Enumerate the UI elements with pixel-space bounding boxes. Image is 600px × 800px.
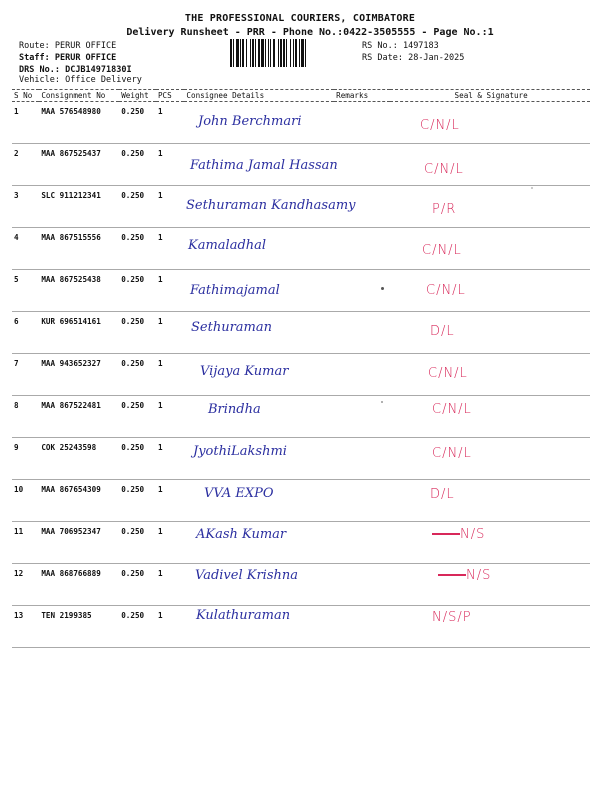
cell-sno: 3 — [12, 186, 39, 228]
scribble-mark — [438, 568, 466, 583]
cell-seal — [390, 606, 590, 648]
drs-value: DCJB14971830I — [65, 65, 132, 75]
col-remarks: Remarks — [334, 90, 390, 102]
cell-weight: 0.250 — [119, 606, 156, 648]
cell-consignment: COK 25243598 — [39, 438, 119, 480]
cell-weight: 0.250 — [119, 228, 156, 270]
staff-line — [19, 53, 116, 63]
consignee-handwriting: Sethuraman — [191, 320, 272, 335]
cell-seal — [390, 480, 590, 522]
cell-sno: 5 — [12, 270, 39, 312]
cell-remarks — [334, 144, 390, 186]
cell-seal — [390, 522, 590, 564]
barcode-image — [230, 39, 352, 67]
cell-sno: 8 — [12, 396, 39, 438]
cell-remarks — [334, 228, 390, 270]
cell-seal — [390, 396, 590, 438]
drs-line — [19, 65, 132, 75]
col-sno: S No — [12, 90, 39, 102]
cell-seal — [390, 144, 590, 186]
cell-pcs: 1 — [156, 480, 184, 522]
cell-weight: 0.250 — [119, 564, 156, 606]
cell-pcs: 1 — [156, 228, 184, 270]
table-row — [12, 438, 590, 480]
seal-handwriting — [438, 568, 491, 583]
seal-handwriting: C/N/L — [426, 283, 466, 298]
cell-weight: 0.250 — [119, 354, 156, 396]
rs-date-label: RS Date: — [362, 53, 403, 63]
cell-weight: 0.250 — [119, 102, 156, 144]
consignee-handwriting: Fathima Jamal Hassan — [190, 158, 338, 173]
cell-consignment: MAA 867654309 — [39, 480, 119, 522]
seal-handwriting: C/N/L — [424, 162, 464, 177]
seal-handwriting: C/N/L — [432, 446, 472, 461]
cell-sno: 7 — [12, 354, 39, 396]
table-row — [12, 606, 590, 648]
table-row — [12, 354, 590, 396]
cell-sno: 10 — [12, 480, 39, 522]
cell-seal — [390, 354, 590, 396]
col-consignment: Consignment No — [39, 90, 119, 102]
cell-pcs: 1 — [156, 396, 184, 438]
cell-pcs: 1 — [156, 522, 184, 564]
staff-value: PERUR OFFICE — [54, 53, 117, 63]
rs-no-label: RS No.: — [362, 41, 398, 51]
consignee-handwriting: Vijaya Kumar — [200, 364, 289, 379]
runsheet-subtitle: Delivery Runsheet - PRR - Phone No.:0422-3505555 - Page No.:1 — [126, 27, 494, 38]
cell-weight: 0.250 — [119, 186, 156, 228]
cell-remarks — [334, 312, 390, 354]
cell-sno: 1 — [12, 102, 39, 144]
cell-seal — [390, 270, 590, 312]
consignee-handwriting: Fathimajamal — [190, 283, 280, 298]
cell-sno: 11 — [12, 522, 39, 564]
seal-handwriting: C/N/L — [428, 366, 468, 381]
route-value: PERUR OFFICE — [54, 41, 117, 51]
cell-sno: 6 — [12, 312, 39, 354]
consignee-handwriting: Vadivel Krishna — [195, 568, 299, 583]
col-consignee: Consignee Details — [184, 90, 334, 102]
consignee-handwriting: AKash Kumar — [196, 527, 287, 542]
col-seal: Seal & Signature — [390, 90, 590, 102]
cell-sno: 13 — [12, 606, 39, 648]
consignee-handwriting: VVA EXPO — [204, 486, 274, 501]
seal-handwriting: N/S/P — [432, 610, 472, 625]
col-pcs: PCS — [156, 90, 184, 102]
cell-remarks — [334, 102, 390, 144]
seal-handwriting: C/N/L — [420, 118, 460, 133]
ink-dot — [381, 401, 383, 403]
cell-seal — [390, 312, 590, 354]
table-row — [12, 228, 590, 270]
ink-dot — [531, 187, 533, 189]
cell-consignment: MAA 867522481 — [39, 396, 119, 438]
cell-weight: 0.250 — [119, 438, 156, 480]
consignee-handwriting: JyothiLakshmi — [193, 444, 287, 459]
scribble-mark — [432, 527, 460, 542]
cell-pcs: 1 — [156, 606, 184, 648]
cell-sno: 4 — [12, 228, 39, 270]
cell-consignment: MAA 576548980 — [39, 102, 119, 144]
drs-label: DRS No.: — [19, 65, 60, 75]
cell-pcs: 1 — [156, 354, 184, 396]
cell-consignment: TEN 2199385 — [39, 606, 119, 648]
consignee-handwriting: Kamaladhal — [188, 238, 267, 253]
cell-consignment: SLC 911212341 — [39, 186, 119, 228]
cell-consignment: KUR 696514161 — [39, 312, 119, 354]
route-label: Route: — [19, 41, 50, 51]
cell-remarks — [334, 354, 390, 396]
seal-handwriting: D/L — [430, 324, 455, 339]
cell-seal — [390, 228, 590, 270]
cell-remarks — [334, 270, 390, 312]
rs-date-value: 28-Jan-2025 — [408, 53, 465, 63]
seal-text: N/S — [460, 527, 486, 542]
consignee-handwriting: Sethuraman Kandhasamy — [186, 198, 356, 213]
cell-weight: 0.250 — [119, 312, 156, 354]
company-title: THE PROFESSIONAL COURIERS, COIMBATORE — [184, 13, 416, 24]
table-row — [12, 312, 590, 354]
table-row — [12, 480, 590, 522]
cell-pcs: 1 — [156, 186, 184, 228]
vehicle-label: Vehicle: — [19, 75, 60, 85]
table-row — [12, 270, 590, 312]
cell-sno: 12 — [12, 564, 39, 606]
seal-text: N/S — [466, 568, 492, 583]
cell-seal — [390, 438, 590, 480]
rs-no-value: 1497183 — [402, 41, 439, 51]
cell-consignment: MAA 868766889 — [39, 564, 119, 606]
cell-seal — [390, 186, 590, 228]
cell-pcs: 1 — [156, 270, 184, 312]
cell-pcs: 1 — [156, 564, 184, 606]
vehicle-line — [19, 75, 142, 85]
cell-pcs: 1 — [156, 144, 184, 186]
seal-handwriting: C/N/L — [432, 402, 472, 417]
cell-remarks — [334, 564, 390, 606]
table-header-row — [12, 90, 590, 102]
cell-pcs: 1 — [156, 438, 184, 480]
cell-consignment: MAA 867525437 — [39, 144, 119, 186]
vehicle-value: Office Delivery — [65, 75, 142, 85]
table-row — [12, 564, 590, 606]
cell-remarks — [334, 438, 390, 480]
cell-sno: 9 — [12, 438, 39, 480]
seal-handwriting: P/R — [432, 202, 457, 217]
seal-handwriting: C/N/L — [422, 243, 462, 258]
cell-weight: 0.250 — [119, 396, 156, 438]
seal-handwriting — [432, 527, 485, 542]
table-row — [12, 396, 590, 438]
cell-sno: 2 — [12, 144, 39, 186]
staff-label: Staff: — [19, 53, 50, 63]
cell-weight: 0.250 — [119, 270, 156, 312]
cell-remarks — [334, 480, 390, 522]
seal-handwriting: D/L — [430, 487, 455, 502]
ink-dot — [381, 287, 384, 290]
cell-weight: 0.250 — [119, 144, 156, 186]
consignee-handwriting: John Berchmari — [198, 114, 302, 129]
route-line — [19, 41, 116, 51]
cell-pcs: 1 — [156, 102, 184, 144]
col-weight: Weight — [119, 90, 156, 102]
cell-consignment: MAA 943652327 — [39, 354, 119, 396]
table-row — [12, 522, 590, 564]
rs-no-line — [362, 41, 439, 51]
cell-consignment: MAA 867525438 — [39, 270, 119, 312]
cell-remarks — [334, 606, 390, 648]
cell-consignment: MAA 706952347 — [39, 522, 119, 564]
consignee-handwriting: Brindha — [208, 402, 261, 417]
cell-pcs: 1 — [156, 312, 184, 354]
cell-weight: 0.250 — [119, 522, 156, 564]
cell-remarks — [334, 522, 390, 564]
cell-weight: 0.250 — [119, 480, 156, 522]
rs-date-line — [362, 53, 464, 63]
consignee-handwriting: Kulathuraman — [196, 608, 291, 623]
cell-consignment: MAA 867515556 — [39, 228, 119, 270]
